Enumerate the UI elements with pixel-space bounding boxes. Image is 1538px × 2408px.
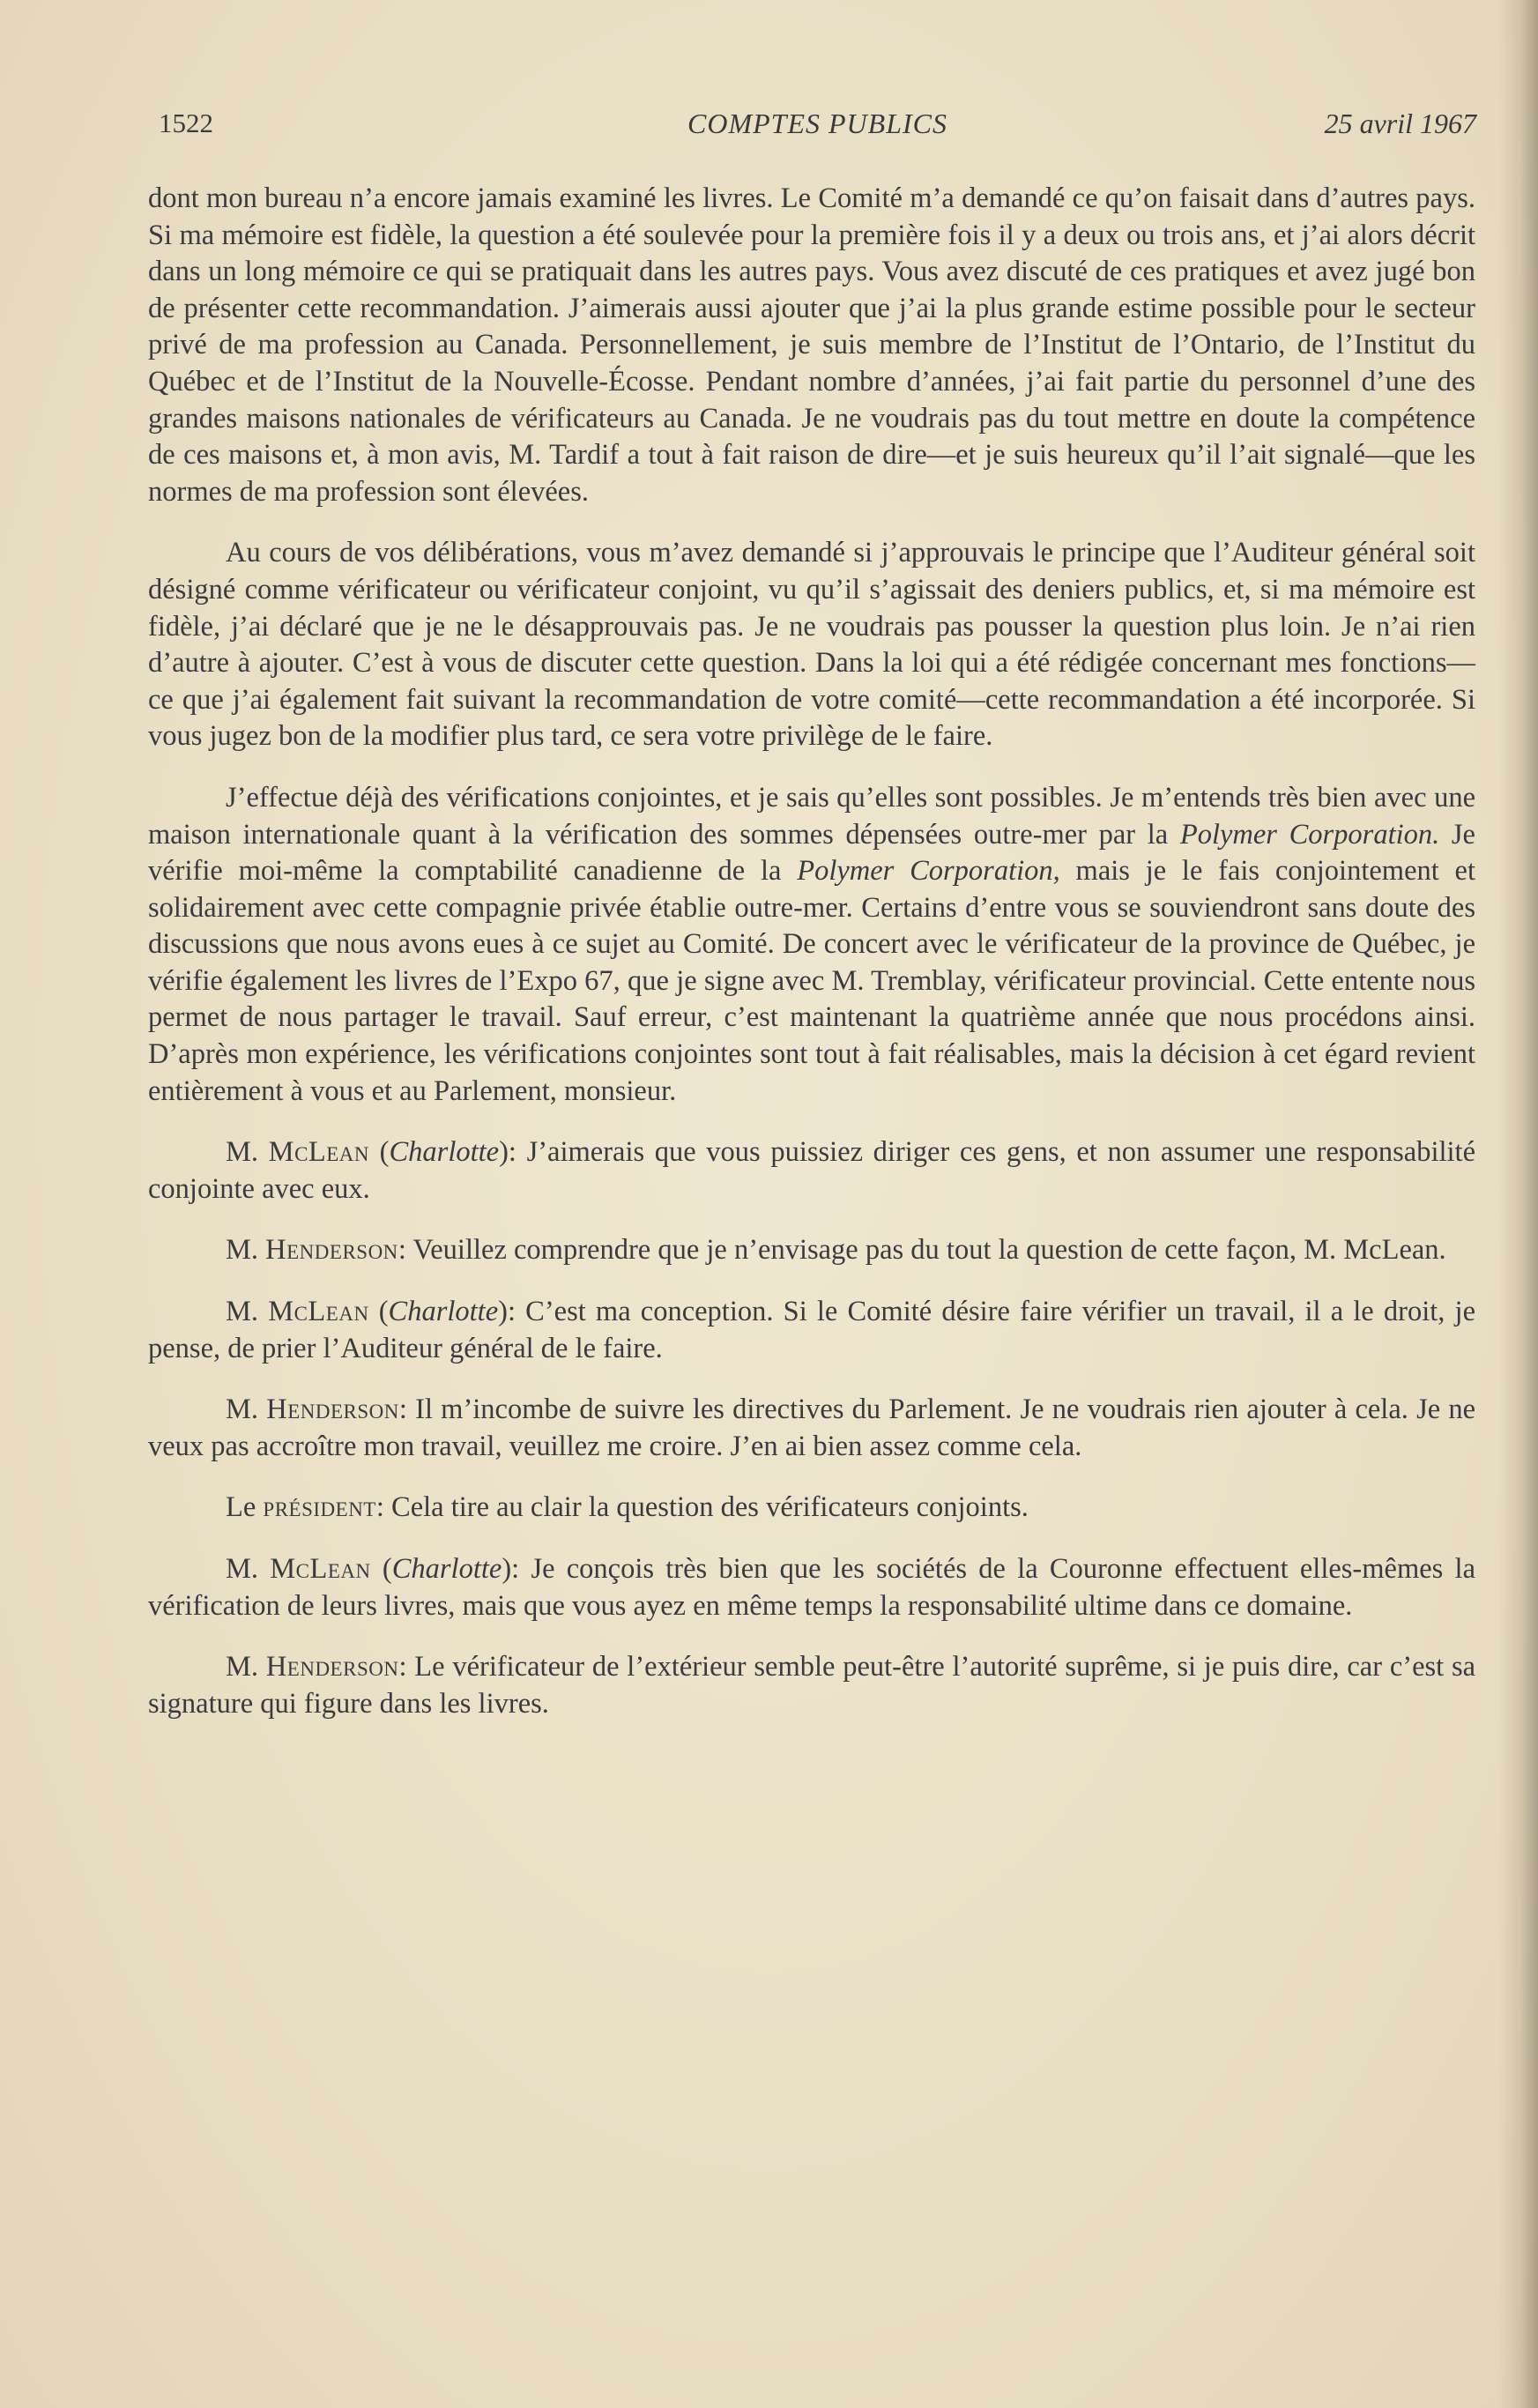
speech-mclean: M. McLean (Charlotte): J’aimerais que vous puissiez diriger ces gens, et non assumer une responsabilité conjointe avec eux.	[148, 1136, 1476, 1205]
page-body	[148, 181, 1475, 1722]
speaker-name: McLean	[270, 1553, 371, 1585]
paragraph-joint-audits: J’effectue déjà des vérifications conjointes, et je sais qu’elles sont possibles. Je m’entends très bien avec une maison internationale quant à la vérification des sommes dépensées outre-mer par la Polymer Corporation. Je vérifie moi-même la comptabilité canadienne de la Polymer Corporation, mais je le fais conjointement et solidairement avec cette compagnie privée établie outre-mer. Certains d’entre vous se souviendront sans doute des discussions que nous avons eues à ce sujet au Comité. De concert avec le vérificateur de la province de Québec, je vérifie également les livres de l’Expo 67, que je signe avec M. Tremblay, vérificateur provincial. Cette entente nous permet de nous partager le travail. Sauf erreur, c’est maintenant la quatrième année que nous procédons ainsi. D’après mon expérience, les vérifications conjointes sont tout à fait réalisables, mais la décision à cet égard revient entièrement à vous et au Parlement, monsieur.	[148, 781, 1476, 1107]
speech-henderson: M. Henderson: Veuillez comprendre que je n’envisage pas du tout la question de cette façon, M. McLean.	[226, 1234, 1446, 1267]
page-date: 25 avril 1967	[1324, 108, 1476, 139]
speaker-name: Henderson	[266, 1394, 399, 1426]
company-name: Polymer Corporation,	[797, 855, 1060, 888]
company-name: Polymer Corporation.	[1179, 818, 1440, 851]
running-title: COMPTES PUBLICS	[687, 108, 947, 139]
speech-mclean: M. McLean (Charlotte): Je conçois très bien que les sociétés de la Couronne effectuent elles-mêmes la vérification de leurs livres, mais que vous ayez en même temps la responsabilité ultime dans ce domaine.	[148, 1553, 1476, 1622]
paragraph-deliberations: Au cours de vos délibérations, vous m’avez demandé si j’approuvais le principe que l’Auditeur général soit désigné comme vérificateur ou vérificateur conjoint, vu qu’il s’agissait des deniers publics, et, si ma mémoire est fidèle, j’ai déclaré que je ne le désapprouvais pas. Je ne voudrais pas pousser la question plus loin. Je n’ai rien d’autre à ajouter. C’est à vous de discuter cette question. Dans la loi qui a été rédigée concernant mes fonctions—ce que j’ai également fait suivant la recommandation de votre comité—cette recommandation a été incorporée. Si vous jugez bon de la modifier plus tard, ce sera votre privilège de le faire.	[148, 537, 1475, 753]
riding-name: Charlotte	[389, 1136, 500, 1169]
paragraph-continuation: dont mon bureau n’a encore jamais examiné les livres. Le Comité m’a demandé ce qu’on faisait dans d’autres pays. Si ma mémoire est fidèle, la question a été soulevée pour la première fois il y a deux ou trois ans, et j’ai alors décrit dans un long mémoire ce qui se pratiquait dans les autres pays. Vous avez discuté de ces pratiques et avez jugé bon de présenter cette recommandation. J’aimerais aussi ajouter que j’ai la plus grande estime possible pour le secteur privé de ma profession au Canada. Personnellement, je suis membre de l’Institut de l’Ontario, de l’Institut du Québec et de l’Institut de la Nouvelle-Écosse. Pendant nombre d’années, j’ai fait partie du personnel d’une des grandes maisons nationales de vérificateurs au Canada. Je ne voudrais pas du tout mettre en doute la compétence de ces maisons et, à mon avis, M. Tardif a tout à fait raison de dire—et je suis heureux qu’il l’ait signalé—que les normes de ma profession sont élevées.	[148, 182, 1475, 508]
speaker-name: président	[263, 1491, 376, 1524]
riding-name: Charlotte	[391, 1553, 502, 1585]
speaker-name: Henderson	[265, 1651, 399, 1683]
speech-henderson: M. Henderson: Le vérificateur de l’extérieur semble peut-être l’autorité suprême, si je puis dire, car c’est sa signature qui figure dans les livres.	[148, 1651, 1476, 1720]
speech-president: Le président: Cela tire au clair la question des vérificateurs conjoints.	[226, 1491, 1029, 1524]
page-number: 1522	[159, 108, 213, 138]
speech-henderson: M. Henderson: Il m’incombe de suivre les directives du Parlement. Je ne voudrais rien ajouter à cela. Je ne veux pas accroître mon travail, veuillez me croire. J’en ai bien assez comme cela.	[148, 1394, 1476, 1462]
riding-name: Charlotte	[388, 1296, 499, 1328]
speaker-name: McLean	[268, 1136, 370, 1169]
page-header	[159, 108, 1476, 152]
speaker-name: McLean	[268, 1296, 369, 1328]
speech-mclean: M. McLean (Charlotte): C’est ma conception. Si le Comité désire faire vérifier un travail, il a le droit, je pense, de prier l’Auditeur général de le faire.	[148, 1296, 1476, 1364]
speaker-name: Henderson	[265, 1234, 398, 1267]
